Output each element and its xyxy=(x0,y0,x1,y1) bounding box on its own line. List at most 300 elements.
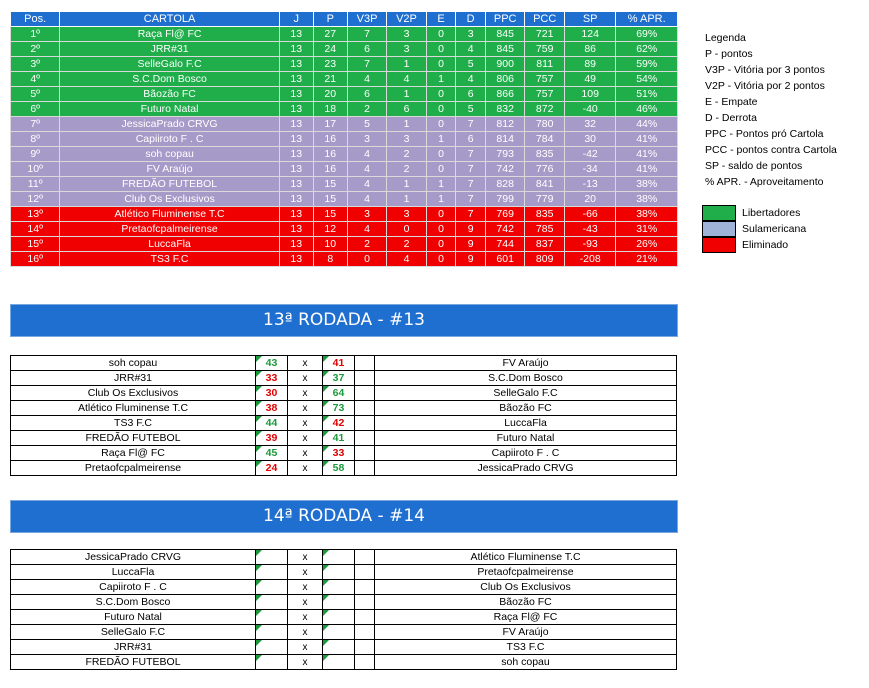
cell-ppc: 845 xyxy=(485,42,524,57)
versus-label: x xyxy=(288,431,323,446)
cell-v2p: 2 xyxy=(387,162,426,177)
cell-sp: 86 xyxy=(564,42,616,57)
cell-team: Pretaofcpalmeirense xyxy=(60,222,279,237)
cell-marker xyxy=(323,655,329,661)
cell-j: 13 xyxy=(279,237,313,252)
spacer-cell xyxy=(355,416,375,431)
spacer-cell xyxy=(355,386,375,401)
versus-label: x xyxy=(288,655,323,670)
cell-pcc: 835 xyxy=(525,147,564,162)
cell-sp: 20 xyxy=(564,192,616,207)
cell-pos: 7º xyxy=(11,117,60,132)
match-row xyxy=(11,655,677,670)
cell-v3p: 4 xyxy=(347,162,386,177)
home-team: JRR#31 xyxy=(11,640,256,655)
standings-header-row xyxy=(11,12,678,27)
spacer-cell xyxy=(355,640,375,655)
cell-pcc: 811 xyxy=(525,57,564,72)
cell-v3p: 4 xyxy=(347,147,386,162)
home-team: Pretaofcpalmeirense xyxy=(11,461,256,476)
home-score[interactable] xyxy=(256,640,288,655)
home-score[interactable] xyxy=(256,655,288,670)
home-score[interactable] xyxy=(256,625,288,640)
away-score[interactable]: 42 xyxy=(323,416,355,431)
cell-v2p: 1 xyxy=(387,177,426,192)
cell-d: 7 xyxy=(456,147,486,162)
cell-v2p: 1 xyxy=(387,87,426,102)
versus-label: x xyxy=(288,610,323,625)
cell-v3p: 5 xyxy=(347,117,386,132)
away-team: Bãozão FC xyxy=(375,595,677,610)
cell-e: 1 xyxy=(426,72,456,87)
match-row xyxy=(11,565,677,580)
home-score[interactable]: 45 xyxy=(256,446,288,461)
cell-j: 13 xyxy=(279,177,313,192)
home-score[interactable]: 43 xyxy=(256,356,288,371)
home-team: JessicaPrado CRVG xyxy=(11,550,256,565)
versus-label: x xyxy=(288,580,323,595)
cell-d: 9 xyxy=(456,237,486,252)
table-row xyxy=(11,57,678,72)
cell-team: LuccaFla xyxy=(60,237,279,252)
away-score[interactable]: 33 xyxy=(323,446,355,461)
cell-marker xyxy=(256,371,262,377)
away-team: Futuro Natal xyxy=(375,431,677,446)
color-key-label: Libertadores xyxy=(742,207,801,219)
cell-pos: 14º xyxy=(11,222,60,237)
cell-marker xyxy=(256,550,262,556)
legend-item: E - Empate xyxy=(705,96,758,108)
table-row xyxy=(11,117,678,132)
away-score[interactable]: 41 xyxy=(323,356,355,371)
cell-marker xyxy=(256,580,262,586)
cell-sp: -42 xyxy=(564,147,616,162)
column-header: Pos. xyxy=(11,12,60,27)
versus-label: x xyxy=(288,416,323,431)
cell-pos: 10º xyxy=(11,162,60,177)
home-score[interactable]: 44 xyxy=(256,416,288,431)
home-score[interactable] xyxy=(256,565,288,580)
cell-d: 7 xyxy=(456,192,486,207)
cell-d: 3 xyxy=(456,27,486,42)
spacer-cell xyxy=(355,356,375,371)
match-row xyxy=(11,640,677,655)
table-row xyxy=(11,252,678,267)
cell-j: 13 xyxy=(279,57,313,72)
cell-d: 4 xyxy=(456,72,486,87)
home-score[interactable] xyxy=(256,550,288,565)
cell-p: 16 xyxy=(313,147,347,162)
cell-ppc: 806 xyxy=(485,72,524,87)
cell-j: 13 xyxy=(279,87,313,102)
cell-pos: 5º xyxy=(11,87,60,102)
cell-j: 13 xyxy=(279,147,313,162)
column-header: PPC xyxy=(485,12,524,27)
cell-p: 24 xyxy=(313,42,347,57)
cell-marker xyxy=(323,565,329,571)
away-score[interactable] xyxy=(323,625,355,640)
cell-marker xyxy=(323,550,329,556)
cell-pcc: 785 xyxy=(525,222,564,237)
cell-d: 7 xyxy=(456,117,486,132)
match-row xyxy=(11,610,677,625)
cell-apr: 46% xyxy=(616,102,678,117)
away-team: Capiiroto F . C xyxy=(375,446,677,461)
column-header: V3P xyxy=(347,12,386,27)
table-row xyxy=(11,102,678,117)
cell-marker xyxy=(323,625,329,631)
cell-e: 0 xyxy=(426,147,456,162)
cell-team: soh copau xyxy=(60,147,279,162)
table-row xyxy=(11,27,678,42)
color-key-swatch xyxy=(702,237,736,253)
cell-apr: 21% xyxy=(616,252,678,267)
cell-team: FREDÃO FUTEBOL xyxy=(60,177,279,192)
match-row xyxy=(11,550,677,565)
legend-item: PPC - Pontos pró Cartola xyxy=(705,128,824,140)
versus-label: x xyxy=(288,401,323,416)
away-team: Club Os Exclusivos xyxy=(375,580,677,595)
cell-marker xyxy=(323,356,329,362)
cell-v2p: 3 xyxy=(387,132,426,147)
cell-v3p: 6 xyxy=(347,42,386,57)
cell-j: 13 xyxy=(279,162,313,177)
color-key-swatch xyxy=(702,205,736,221)
cell-v2p: 1 xyxy=(387,117,426,132)
home-score[interactable] xyxy=(256,610,288,625)
cell-e: 0 xyxy=(426,222,456,237)
cell-marker xyxy=(323,401,329,407)
away-team: S.C.Dom Bosco xyxy=(375,371,677,386)
cell-p: 21 xyxy=(313,72,347,87)
cell-apr: 38% xyxy=(616,177,678,192)
cell-team: Futuro Natal xyxy=(60,102,279,117)
away-team: TS3 F.C xyxy=(375,640,677,655)
cell-pcc: 757 xyxy=(525,72,564,87)
cell-e: 0 xyxy=(426,102,456,117)
cell-apr: 69% xyxy=(616,27,678,42)
legend-item: V3P - Vitória por 3 pontos xyxy=(705,64,825,76)
cell-v3p: 3 xyxy=(347,132,386,147)
cell-p: 12 xyxy=(313,222,347,237)
away-score[interactable]: 64 xyxy=(323,386,355,401)
column-header: PCC xyxy=(525,12,564,27)
cell-pos: 9º xyxy=(11,147,60,162)
cell-p: 17 xyxy=(313,117,347,132)
cell-pcc: 809 xyxy=(525,252,564,267)
cell-apr: 41% xyxy=(616,147,678,162)
color-key-row xyxy=(702,205,806,221)
cell-team: Capiiroto F . C xyxy=(60,132,279,147)
away-score[interactable]: 73 xyxy=(323,401,355,416)
cell-e: 0 xyxy=(426,162,456,177)
cell-ppc: 900 xyxy=(485,57,524,72)
column-header: E xyxy=(426,12,456,27)
cell-ppc: 814 xyxy=(485,132,524,147)
match-row xyxy=(11,386,677,401)
away-score[interactable] xyxy=(323,655,355,670)
match-row xyxy=(11,371,677,386)
cell-marker xyxy=(256,610,262,616)
cell-apr: 41% xyxy=(616,132,678,147)
spacer-cell xyxy=(355,446,375,461)
table-row xyxy=(11,162,678,177)
cell-marker xyxy=(256,461,262,467)
cell-pcc: 837 xyxy=(525,237,564,252)
cell-e: 0 xyxy=(426,117,456,132)
cell-e: 0 xyxy=(426,207,456,222)
round-13-banner: 13ª RODADA - #13 xyxy=(10,304,678,337)
cell-p: 10 xyxy=(313,237,347,252)
away-team: Atlético Fluminense T.C xyxy=(375,550,677,565)
cell-marker xyxy=(256,446,262,452)
away-team: soh copau xyxy=(375,655,677,670)
home-team: LuccaFla xyxy=(11,565,256,580)
cell-marker xyxy=(256,401,262,407)
legend-title: Legenda xyxy=(705,32,746,44)
cell-marker xyxy=(256,356,262,362)
home-team: SelleGalo F.C xyxy=(11,625,256,640)
column-header: % APR. xyxy=(616,12,678,27)
spacer-cell xyxy=(355,610,375,625)
away-score[interactable] xyxy=(323,610,355,625)
match-row xyxy=(11,431,677,446)
table-row xyxy=(11,87,678,102)
cell-marker xyxy=(256,655,262,661)
away-team: FV Araújo xyxy=(375,625,677,640)
away-score[interactable]: 41 xyxy=(323,431,355,446)
match-row xyxy=(11,625,677,640)
cell-d: 6 xyxy=(456,87,486,102)
color-key-label: Eliminado xyxy=(742,239,789,251)
away-score[interactable] xyxy=(323,580,355,595)
home-score[interactable]: 38 xyxy=(256,401,288,416)
cell-marker xyxy=(323,595,329,601)
cell-v2p: 3 xyxy=(387,27,426,42)
cell-marker xyxy=(256,640,262,646)
cell-v3p: 7 xyxy=(347,27,386,42)
cell-apr: 51% xyxy=(616,87,678,102)
cell-marker xyxy=(323,461,329,467)
away-team: LuccaFla xyxy=(375,416,677,431)
spacer-cell xyxy=(355,461,375,476)
column-header: D xyxy=(456,12,486,27)
cell-pcc: 872 xyxy=(525,102,564,117)
cell-sp: -34 xyxy=(564,162,616,177)
match-row xyxy=(11,461,677,476)
cell-v2p: 2 xyxy=(387,147,426,162)
cell-ppc: 742 xyxy=(485,222,524,237)
cell-v3p: 2 xyxy=(347,102,386,117)
cell-ppc: 812 xyxy=(485,117,524,132)
cell-ppc: 769 xyxy=(485,207,524,222)
spacer-cell xyxy=(355,625,375,640)
away-score[interactable]: 37 xyxy=(323,371,355,386)
cell-d: 7 xyxy=(456,207,486,222)
cell-marker xyxy=(256,625,262,631)
cell-p: 20 xyxy=(313,87,347,102)
cell-j: 13 xyxy=(279,42,313,57)
away-score[interactable] xyxy=(323,595,355,610)
cell-p: 23 xyxy=(313,57,347,72)
versus-label: x xyxy=(288,640,323,655)
cell-pos: 12º xyxy=(11,192,60,207)
table-row xyxy=(11,147,678,162)
match-row xyxy=(11,595,677,610)
cell-v2p: 0 xyxy=(387,222,426,237)
cell-j: 13 xyxy=(279,207,313,222)
cell-v2p: 1 xyxy=(387,192,426,207)
cell-d: 7 xyxy=(456,177,486,192)
cell-v3p: 2 xyxy=(347,237,386,252)
home-team: FREDÃO FUTEBOL xyxy=(11,655,256,670)
cell-p: 15 xyxy=(313,207,347,222)
cell-team: TS3 F.C xyxy=(60,252,279,267)
cell-sp: -208 xyxy=(564,252,616,267)
away-score[interactable] xyxy=(323,640,355,655)
cell-marker xyxy=(323,446,329,452)
cell-e: 1 xyxy=(426,177,456,192)
round-14-matches xyxy=(10,549,677,670)
cell-v2p: 4 xyxy=(387,252,426,267)
cell-marker xyxy=(256,386,262,392)
versus-label: x xyxy=(288,356,323,371)
cell-e: 0 xyxy=(426,42,456,57)
cell-p: 27 xyxy=(313,27,347,42)
table-row xyxy=(11,42,678,57)
versus-label: x xyxy=(288,386,323,401)
cell-p: 16 xyxy=(313,162,347,177)
home-team: Capiiroto F . C xyxy=(11,580,256,595)
cell-j: 13 xyxy=(279,72,313,87)
cell-j: 13 xyxy=(279,102,313,117)
cell-v2p: 1 xyxy=(387,57,426,72)
color-key-row xyxy=(702,221,806,237)
cell-ppc: 866 xyxy=(485,87,524,102)
away-team: Bãozão FC xyxy=(375,401,677,416)
cell-e: 0 xyxy=(426,27,456,42)
cell-sp: -93 xyxy=(564,237,616,252)
legend xyxy=(705,30,837,190)
cell-v3p: 4 xyxy=(347,177,386,192)
spacer-cell xyxy=(355,550,375,565)
cell-sp: -66 xyxy=(564,207,616,222)
cell-team: JRR#31 xyxy=(60,42,279,57)
standings-table xyxy=(10,11,678,267)
cell-apr: 38% xyxy=(616,192,678,207)
versus-label: x xyxy=(288,461,323,476)
cell-p: 16 xyxy=(313,132,347,147)
cell-j: 13 xyxy=(279,252,313,267)
cell-ppc: 742 xyxy=(485,162,524,177)
cell-pcc: 721 xyxy=(525,27,564,42)
cell-v3p: 7 xyxy=(347,57,386,72)
away-score[interactable] xyxy=(323,565,355,580)
versus-label: x xyxy=(288,550,323,565)
home-score[interactable]: 33 xyxy=(256,371,288,386)
home-score[interactable]: 24 xyxy=(256,461,288,476)
cell-apr: 54% xyxy=(616,72,678,87)
cell-apr: 62% xyxy=(616,42,678,57)
home-team: JRR#31 xyxy=(11,371,256,386)
table-row xyxy=(11,192,678,207)
cell-sp: -13 xyxy=(564,177,616,192)
legend-item: % APR. - Aproveitamento xyxy=(705,176,824,188)
cell-j: 13 xyxy=(279,117,313,132)
cell-marker xyxy=(323,416,329,422)
away-score[interactable] xyxy=(323,550,355,565)
legend-item: SP - saldo de pontos xyxy=(705,160,803,172)
column-header: P xyxy=(313,12,347,27)
cell-ppc: 793 xyxy=(485,147,524,162)
cell-v3p: 0 xyxy=(347,252,386,267)
cell-pos: 2º xyxy=(11,42,60,57)
cell-v3p: 6 xyxy=(347,87,386,102)
color-key-swatch xyxy=(702,221,736,237)
cell-pcc: 835 xyxy=(525,207,564,222)
cell-pos: 3º xyxy=(11,57,60,72)
column-header: SP xyxy=(564,12,616,27)
versus-label: x xyxy=(288,446,323,461)
away-team: Pretaofcpalmeirense xyxy=(375,565,677,580)
cell-pcc: 776 xyxy=(525,162,564,177)
spacer-cell xyxy=(355,431,375,446)
cell-pcc: 757 xyxy=(525,87,564,102)
cell-v3p: 4 xyxy=(347,222,386,237)
cell-team: Raça Fl@ FC xyxy=(60,27,279,42)
home-score[interactable]: 39 xyxy=(256,431,288,446)
cell-marker xyxy=(256,431,262,437)
cell-j: 13 xyxy=(279,222,313,237)
cell-sp: 32 xyxy=(564,117,616,132)
legend-item: V2P - Vitória por 2 pontos xyxy=(705,80,825,92)
cell-team: Bãozão FC xyxy=(60,87,279,102)
spacer-cell xyxy=(355,580,375,595)
match-row xyxy=(11,446,677,461)
away-score[interactable]: 58 xyxy=(323,461,355,476)
cell-pcc: 759 xyxy=(525,42,564,57)
cell-e: 0 xyxy=(426,57,456,72)
table-row xyxy=(11,237,678,252)
cell-ppc: 744 xyxy=(485,237,524,252)
cell-team: FV Araújo xyxy=(60,162,279,177)
home-score[interactable] xyxy=(256,595,288,610)
cell-e: 0 xyxy=(426,87,456,102)
cell-pos: 1º xyxy=(11,27,60,42)
cell-apr: 38% xyxy=(616,207,678,222)
home-score[interactable] xyxy=(256,580,288,595)
cell-team: Club Os Exclusivos xyxy=(60,192,279,207)
table-row xyxy=(11,132,678,147)
away-team: FV Araújo xyxy=(375,356,677,371)
cell-marker xyxy=(256,565,262,571)
cell-pos: 11º xyxy=(11,177,60,192)
color-key xyxy=(702,205,806,253)
cell-p: 18 xyxy=(313,102,347,117)
cell-e: 0 xyxy=(426,237,456,252)
legend-item: PCC - pontos contra Cartola xyxy=(705,144,837,156)
home-team: FREDÃO FUTEBOL xyxy=(11,431,256,446)
cell-marker xyxy=(323,580,329,586)
cell-marker xyxy=(323,640,329,646)
cell-marker xyxy=(323,371,329,377)
versus-label: x xyxy=(288,565,323,580)
round-14-banner: 14ª RODADA - #14 xyxy=(10,500,678,533)
home-score[interactable]: 30 xyxy=(256,386,288,401)
cell-apr: 31% xyxy=(616,222,678,237)
home-team: TS3 F.C xyxy=(11,416,256,431)
cell-sp: 89 xyxy=(564,57,616,72)
